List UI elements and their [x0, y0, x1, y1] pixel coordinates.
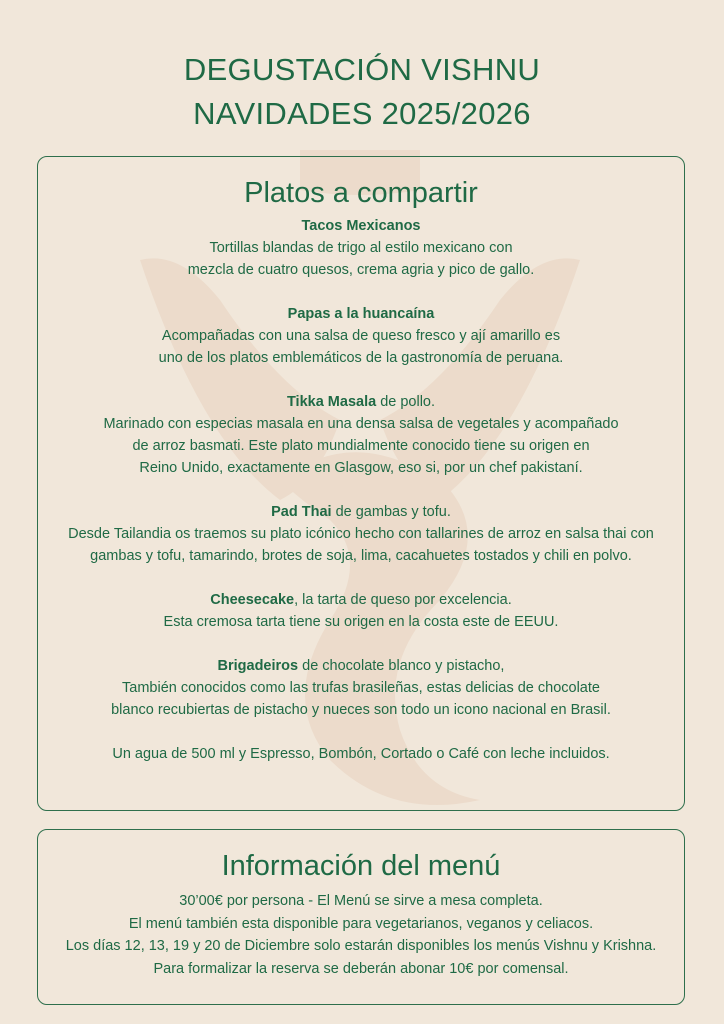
platos-section: [37, 156, 685, 811]
dish-item: [38, 501, 684, 567]
dish-description-line: Reino Unido, exactamente en Glasgow, eso si, por un chef pakistaní.: [139, 460, 583, 476]
dish-item: [38, 589, 684, 633]
title-line-1: DEGUSTACIÓN VISHNU: [183, 52, 541, 87]
title-line-2: NAVIDADES 2025/2026: [193, 96, 531, 131]
dish-description-line: Tortillas blandas de trigo al estilo mexicano con: [209, 240, 513, 256]
dish-description-line: Esta cremosa tarta tiene su origen en la costa este de EEUU.: [163, 614, 559, 630]
dish-item: [38, 655, 684, 721]
dish-suffix: de gambas y tofu.: [331, 504, 451, 520]
dish-description-line: gambas y tofu, tamarindo, brotes de soja, lima, cacahuetes tostados y chili en polvo.: [90, 548, 632, 564]
dish-description-line: Acompañadas con una salsa de queso fresco y ají amarillo es: [161, 328, 561, 344]
dish-name: Brigadeiros: [217, 658, 299, 674]
dish-description-line: Desde Tailandia os traemos su plato icónico hecho con tallarines de arroz en salsa thai con: [68, 526, 654, 542]
info-lines: [38, 890, 684, 980]
info-heading: Información del menú: [221, 850, 501, 882]
dish-item: [38, 303, 684, 369]
platos-heading: Platos a compartir: [244, 177, 478, 209]
dish-name: Cheesecake: [210, 592, 295, 608]
dish-item: [38, 215, 684, 281]
dish-name: Pad Thai: [271, 504, 332, 520]
dish-description-line: mezcla de cuatro quesos, crema agria y pico de gallo.: [187, 262, 535, 278]
dish-suffix: , la tarta de queso por excelencia.: [294, 592, 512, 608]
info-line: Para formalizar la reserva se deberán abonar 10€ por comensal.: [153, 960, 569, 977]
dish-description-line: Marinado con especias masala en una densa salsa de vegetales y acompañado: [103, 416, 619, 432]
info-line: Los días 12, 13, 19 y 20 de Diciembre solo estarán disponibles los menús Vishnu y Krishna.: [65, 938, 657, 954]
included-drinks-note: Un agua de 500 ml y Espresso, Bombón, Cortado o Café con leche incluidos.: [112, 746, 610, 762]
dish-name: Tikka Masala: [286, 394, 377, 410]
info-line: El menú también esta disponible para vegetarianos, veganos y celiacos.: [128, 915, 594, 932]
dish-description-line: uno de los platos emblemáticos de la gastronomía de peruana.: [158, 350, 564, 366]
dish-item: [38, 391, 684, 479]
dish-description-line: blanco recubiertas de pistacho y nueces son todo un icono nacional en Brasil.: [111, 702, 611, 718]
dish-description-line: de arroz basmati. Este plato mundialmente conocido tiene su origen en: [132, 438, 590, 454]
dish-suffix: de pollo.: [376, 394, 436, 410]
dish-suffix: de chocolate blanco y pistacho,: [298, 658, 505, 674]
dish-name: Papas a la huancaína: [287, 306, 435, 322]
info-line: 30’00€ por persona - El Menú se sirve a mesa completa.: [179, 893, 543, 909]
dish-list: [38, 215, 684, 765]
dish-description-line: También conocidos como las trufas brasileñas, estas delicias de chocolate: [122, 680, 600, 696]
info-section: [37, 829, 685, 1005]
page-title: [0, 48, 724, 136]
dish-name: Tacos Mexicanos: [301, 218, 421, 234]
